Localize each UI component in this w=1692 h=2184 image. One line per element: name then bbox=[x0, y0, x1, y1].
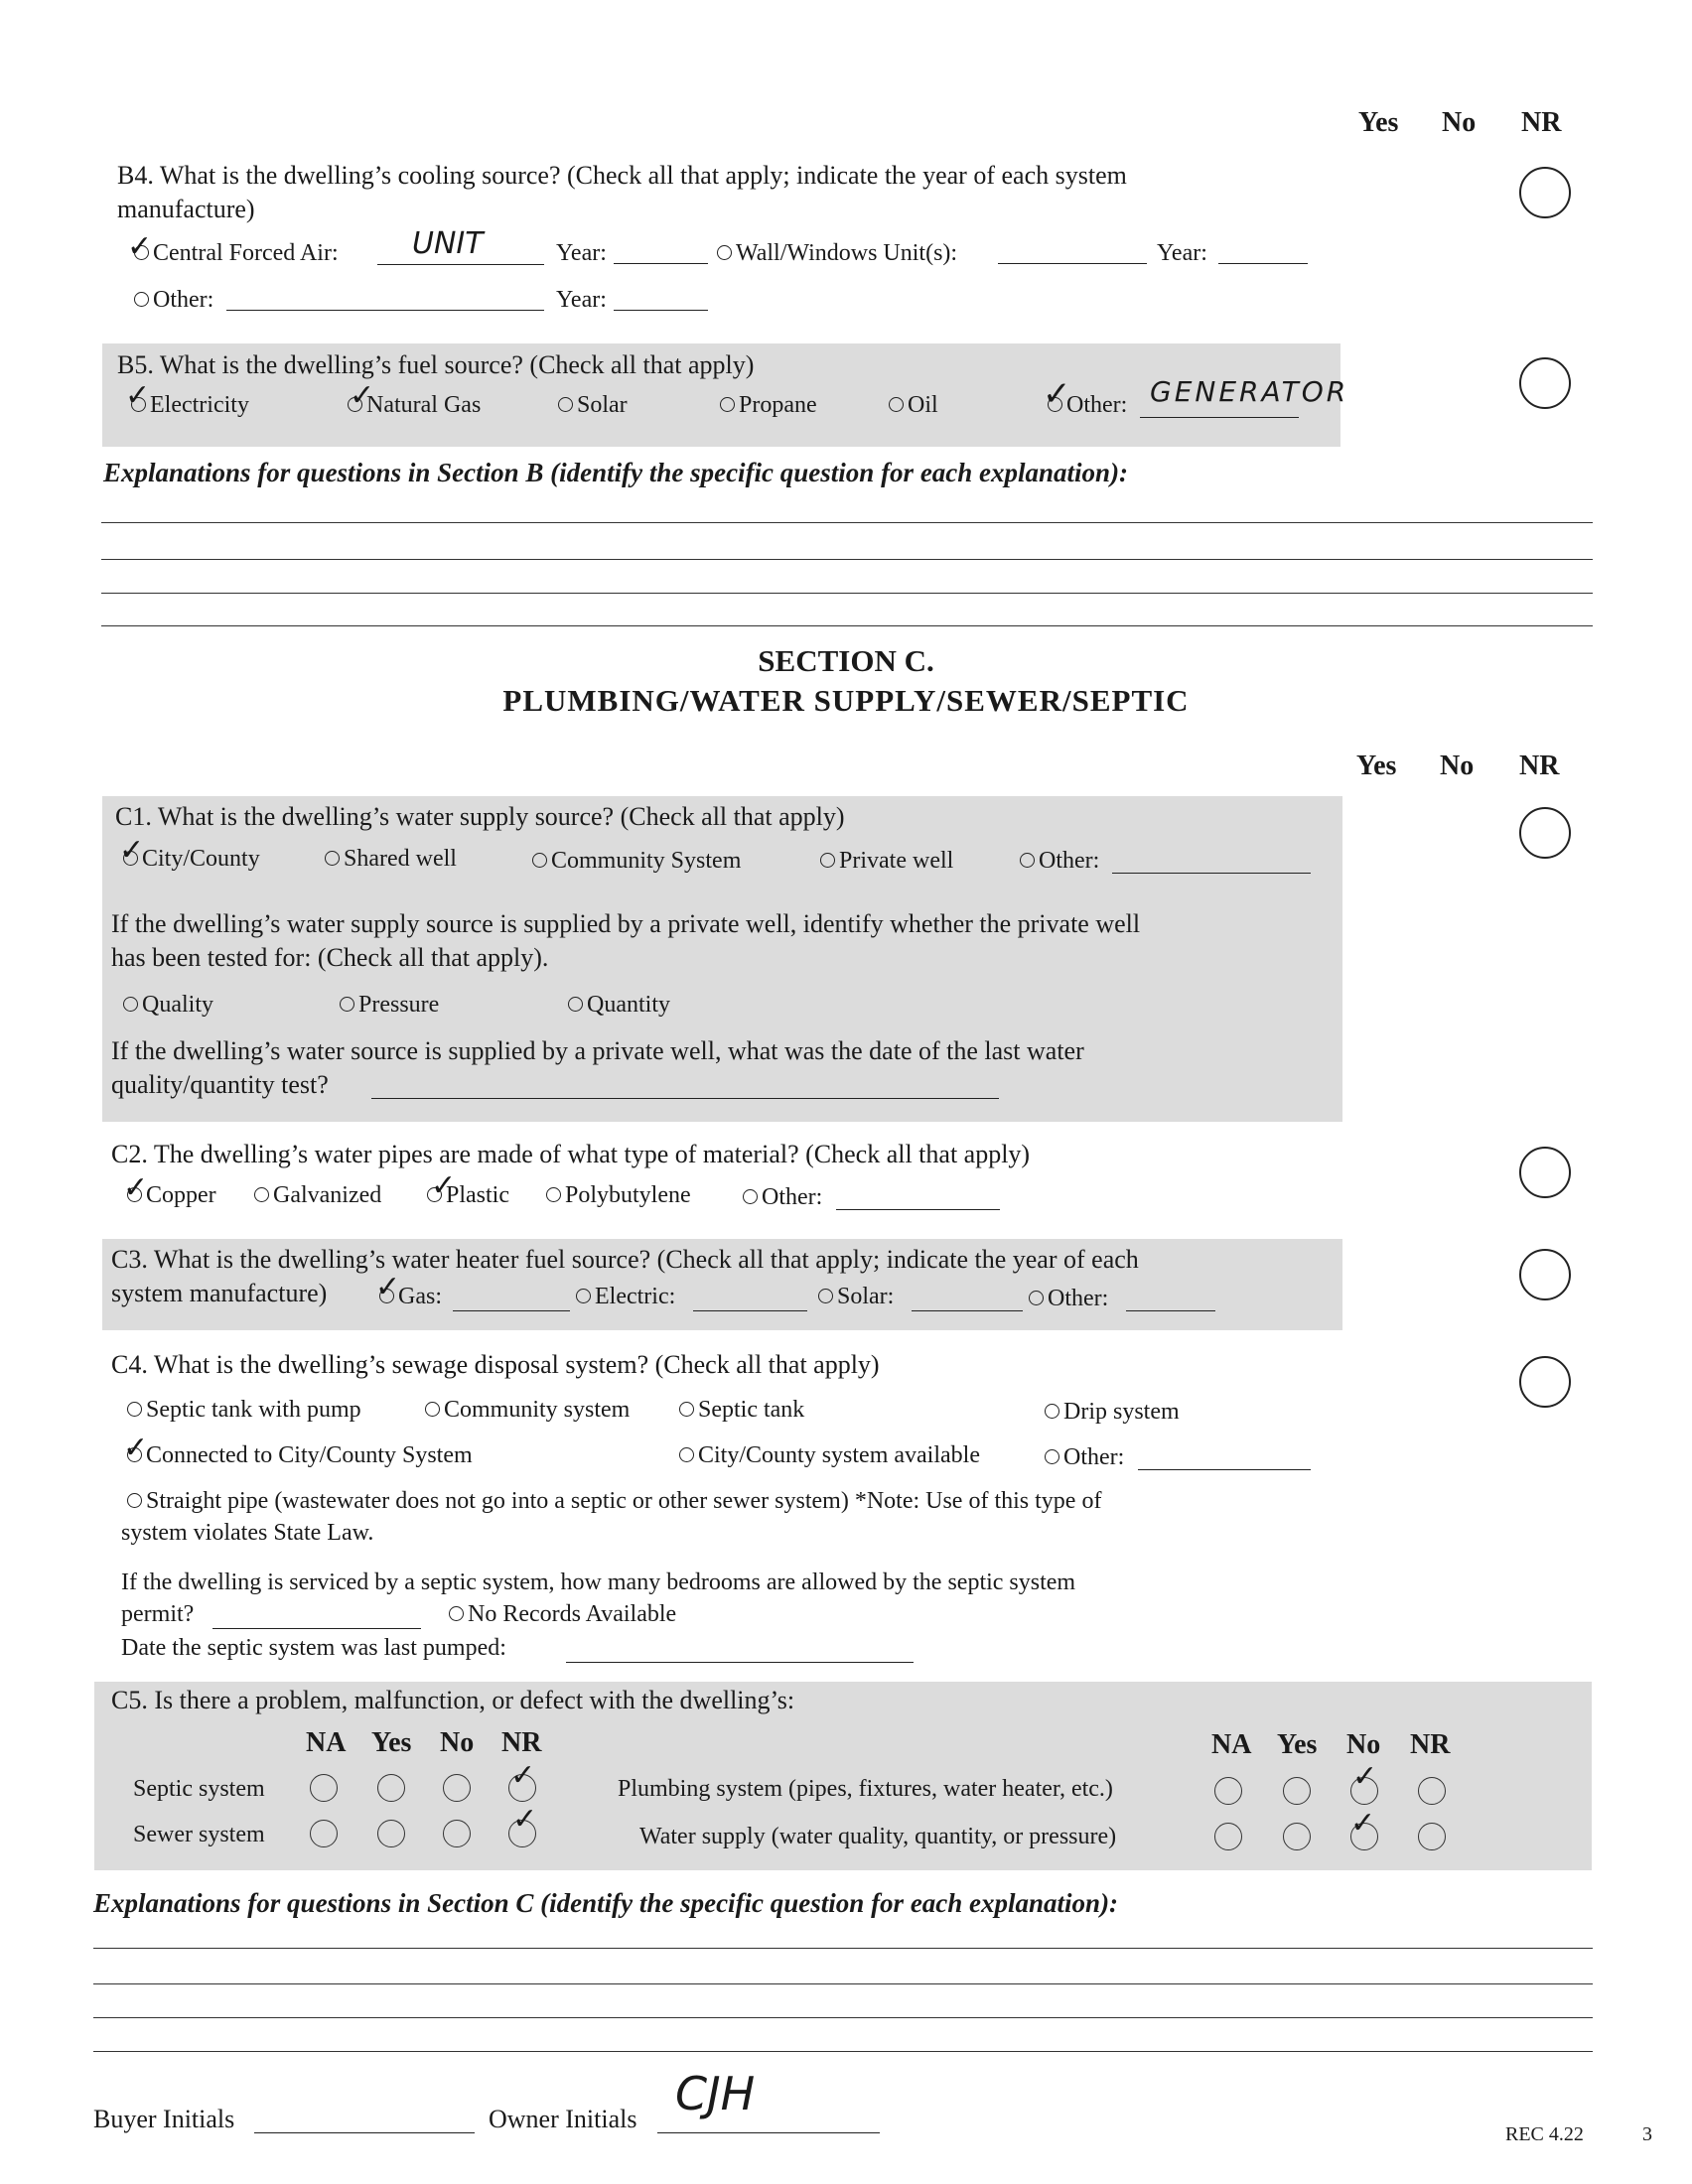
b4-other-field[interactable] bbox=[226, 288, 544, 311]
b5-option-propane[interactable]: Propane bbox=[720, 393, 817, 417]
section-c-subtitle: PLUMBING/WATER SUPPLY/SEWER/SEPTIC bbox=[502, 683, 1190, 718]
owner-signature: CJH bbox=[675, 2067, 756, 2120]
b4-central-option[interactable]: Central Forced Air: bbox=[134, 241, 339, 265]
c4-option-septic-pump[interactable]: Septic tank with pump bbox=[127, 1398, 361, 1422]
c3-other-field[interactable] bbox=[1126, 1287, 1215, 1311]
c2-option-copper[interactable]: Copper bbox=[127, 1183, 216, 1207]
c1-nr-circle[interactable] bbox=[1519, 807, 1571, 859]
c5-right-col-na: NA bbox=[1211, 1729, 1252, 1760]
c5-right-col-yes: Yes bbox=[1277, 1729, 1318, 1760]
b5-other-value: GENERATOR bbox=[1150, 375, 1349, 408]
c3-question: C3. What is the dwelling’s water heater fuel source? (Check all that apply; indicate the year of each bbox=[111, 1245, 1139, 1274]
form-code: REC 4.22 bbox=[1505, 2123, 1584, 2145]
c2-option-plastic[interactable]: Plastic bbox=[427, 1183, 509, 1207]
c2-other-option[interactable]: Other: bbox=[743, 1185, 822, 1209]
c4-option-septic-tank[interactable]: Septic tank bbox=[679, 1398, 804, 1422]
c3-solar-option[interactable]: Solar: bbox=[818, 1285, 894, 1308]
section-b-line-4[interactable] bbox=[101, 625, 1593, 626]
b5-electricity-checkmark: ✓ bbox=[125, 378, 151, 413]
header-no: No bbox=[1442, 107, 1477, 138]
c5-left-col-yes: Yes bbox=[371, 1727, 412, 1758]
c3-nr-circle[interactable] bbox=[1519, 1249, 1571, 1300]
c4-connected-checkmark: ✓ bbox=[123, 1431, 149, 1465]
c5-sewer-no[interactable] bbox=[443, 1820, 471, 1847]
c5-left-col-na: NA bbox=[306, 1727, 347, 1758]
section-c-line-4[interactable] bbox=[93, 2051, 1593, 2052]
c2-copper-checkmark: ✓ bbox=[123, 1170, 149, 1205]
b4-year-2-label: Year: bbox=[1157, 240, 1207, 266]
c1-other-field[interactable] bbox=[1112, 849, 1311, 874]
b4-year-3-field[interactable] bbox=[614, 288, 708, 311]
c5-sewer-nr-checkmark: ✓ bbox=[512, 1802, 538, 1837]
c5-right-col-nr: NR bbox=[1410, 1729, 1451, 1760]
c1-well-question-cont: has been tested for: (Check all that apply). bbox=[111, 943, 549, 972]
c5-sewer-na[interactable] bbox=[310, 1820, 338, 1847]
header-nr-2: NR bbox=[1519, 751, 1560, 781]
c1-city-county-checkmark: ✓ bbox=[119, 833, 145, 868]
section-c-line-1[interactable] bbox=[93, 1948, 1593, 1949]
c2-question: C2. The dwelling’s water pipes are made of what type of material? (Check all that apply) bbox=[111, 1140, 1031, 1168]
section-b-line-1[interactable] bbox=[101, 522, 1593, 523]
b4-year-3-label: Year: bbox=[556, 287, 607, 313]
c5-water-no-checkmark: ✓ bbox=[1350, 1806, 1376, 1841]
c5-septic-nr-checkmark: ✓ bbox=[510, 1758, 536, 1793]
c4-option-available[interactable]: City/County system available bbox=[679, 1443, 980, 1467]
c4-pumped-label: Date the septic system was last pumped: bbox=[121, 1635, 506, 1661]
c5-septic-no[interactable] bbox=[443, 1774, 471, 1802]
c5-sewer-yes[interactable] bbox=[377, 1820, 405, 1847]
c3-question-cont: system manufacture) bbox=[111, 1279, 328, 1307]
b5-other-option[interactable]: Other: bbox=[1048, 393, 1127, 417]
c1-option-community[interactable]: Community System bbox=[532, 849, 741, 873]
c5-water-nr[interactable] bbox=[1418, 1823, 1446, 1850]
c1-option-city-county[interactable]: City/County bbox=[123, 847, 260, 871]
section-c-explanations-label: Explanations for questions in Section C (identify the specific question for each explanation): bbox=[93, 1888, 1119, 1918]
buyer-initials-field[interactable] bbox=[254, 2107, 475, 2133]
c3-gas-option[interactable]: Gas: bbox=[379, 1285, 442, 1308]
b4-year-1-field[interactable] bbox=[614, 241, 708, 264]
c1-date-question-cont: quality/quantity test? bbox=[111, 1070, 329, 1099]
c5-left-col-nr: NR bbox=[501, 1727, 542, 1758]
c2-option-polybutylene[interactable]: Polybutylene bbox=[546, 1183, 691, 1207]
c1-test-quantity[interactable]: Quantity bbox=[568, 993, 670, 1017]
c4-option-drip[interactable]: Drip system bbox=[1045, 1400, 1180, 1424]
b5-option-natural-gas[interactable]: Natural Gas bbox=[348, 393, 481, 417]
c4-bedrooms-field[interactable] bbox=[212, 1604, 421, 1629]
b4-year-1-label: Year: bbox=[556, 240, 607, 266]
c1-question: C1. What is the dwelling’s water supply source? (Check all that apply) bbox=[115, 802, 845, 831]
c3-gas-checkmark: ✓ bbox=[375, 1270, 401, 1304]
b5-option-solar[interactable]: Solar bbox=[558, 393, 628, 417]
c4-no-records-option[interactable]: No Records Available bbox=[449, 1602, 676, 1626]
c5-water-supply-label: Water supply (water quality, quantity, or pressure) bbox=[639, 1824, 1117, 1849]
c5-sewer-label: Sewer system bbox=[133, 1822, 265, 1847]
c4-other-option[interactable]: Other: bbox=[1045, 1445, 1124, 1469]
c5-plumbing-label: Plumbing system (pipes, fixtures, water heater, etc.) bbox=[618, 1776, 1113, 1802]
c5-plumbing-no-checkmark: ✓ bbox=[1352, 1759, 1378, 1794]
c5-septic-yes[interactable] bbox=[377, 1774, 405, 1802]
b5-nr-circle[interactable] bbox=[1519, 357, 1571, 409]
b4-wall-unit-option[interactable]: Wall/Windows Unit(s): bbox=[717, 241, 957, 265]
b4-wall-unit-field[interactable] bbox=[998, 241, 1147, 264]
c1-date-question: If the dwelling’s water source is supplied by a private well, what was the date of the last water bbox=[111, 1036, 1084, 1065]
b5-option-electricity[interactable]: Electricity bbox=[131, 393, 249, 417]
header-no-2: No bbox=[1440, 751, 1475, 781]
c1-test-quality[interactable]: Quality bbox=[123, 993, 213, 1017]
c4-option-connected[interactable]: Connected to City/County System bbox=[127, 1443, 473, 1467]
c3-solar-year-field[interactable] bbox=[912, 1287, 1023, 1311]
b4-central-value: UNIT bbox=[412, 226, 484, 261]
c5-septic-label: Septic system bbox=[133, 1776, 265, 1802]
c1-option-private-well[interactable]: Private well bbox=[820, 849, 953, 873]
c4-nr-circle[interactable] bbox=[1519, 1356, 1571, 1408]
c3-electric-year-field[interactable] bbox=[693, 1287, 807, 1311]
c4-pumped-date-field[interactable] bbox=[566, 1638, 914, 1663]
owner-initials-label: Owner Initials bbox=[489, 2105, 637, 2133]
c5-water-yes[interactable] bbox=[1283, 1823, 1311, 1850]
b4-other-option[interactable]: Other: bbox=[134, 288, 213, 312]
buyer-initials-label: Buyer Initials bbox=[93, 2105, 235, 2133]
c1-other-option[interactable]: Other: bbox=[1020, 849, 1099, 873]
c4-option-straight-pipe[interactable]: Straight pipe (wastewater does not go into a septic or other sewer system) *Note: Use of this type of bbox=[127, 1489, 1101, 1513]
section-c-title: SECTION C. bbox=[758, 643, 934, 678]
section-c-line-3[interactable] bbox=[93, 2017, 1593, 2018]
b4-question-cont: manufacture) bbox=[117, 195, 255, 223]
b4-question: B4. What is the dwelling’s cooling source? (Check all that apply; indicate the year of each system bbox=[117, 161, 1127, 190]
c5-water-na[interactable] bbox=[1214, 1823, 1242, 1850]
c5-plumbing-yes[interactable] bbox=[1283, 1777, 1311, 1805]
c2-other-field[interactable] bbox=[836, 1185, 1000, 1210]
b5-option-oil[interactable]: Oil bbox=[889, 393, 938, 417]
c4-question: C4. What is the dwelling’s sewage disposal system? (Check all that apply) bbox=[111, 1350, 880, 1379]
c4-permit-label: permit? bbox=[121, 1601, 195, 1627]
c5-plumbing-nr[interactable] bbox=[1418, 1777, 1446, 1805]
c3-gas-year-field[interactable] bbox=[453, 1287, 570, 1311]
c1-well-question: If the dwelling’s water supply source is supplied by a private well, identify whether the private well bbox=[111, 909, 1141, 938]
c5-question: C5. Is there a problem, malfunction, or defect with the dwelling’s: bbox=[111, 1686, 795, 1714]
c5-left-col-no: No bbox=[440, 1727, 475, 1758]
c3-electric-option[interactable]: Electric: bbox=[576, 1285, 675, 1308]
c2-plastic-checkmark: ✓ bbox=[431, 1168, 457, 1203]
c4-bedrooms-question: If the dwelling is serviced by a septic system, how many bedrooms are allowed by the septic system bbox=[121, 1570, 1076, 1595]
c4-option-community[interactable]: Community system bbox=[425, 1398, 630, 1422]
header-nr: NR bbox=[1521, 107, 1562, 138]
header-yes-2: Yes bbox=[1356, 751, 1397, 781]
c1-test-pressure[interactable]: Pressure bbox=[340, 993, 439, 1017]
c2-nr-circle[interactable] bbox=[1519, 1147, 1571, 1198]
header-yes: Yes bbox=[1358, 107, 1399, 138]
c3-other-option[interactable]: Other: bbox=[1029, 1287, 1108, 1310]
page-number: 3 bbox=[1642, 2123, 1652, 2145]
c5-septic-na[interactable] bbox=[310, 1774, 338, 1802]
c4-straight-pipe-cont: system violates State Law. bbox=[121, 1520, 374, 1546]
c1-option-shared-well[interactable]: Shared well bbox=[325, 847, 457, 871]
c1-test-date-field[interactable] bbox=[371, 1074, 999, 1099]
c5-right-col-no: No bbox=[1346, 1729, 1381, 1760]
section-b-line-2[interactable] bbox=[101, 559, 1593, 560]
b4-central-checkmark: ✓ bbox=[127, 229, 153, 264]
b4-year-2-field[interactable] bbox=[1218, 241, 1308, 264]
b5-question: B5. What is the dwelling’s fuel source? (Check all that apply) bbox=[117, 350, 755, 379]
b4-nr-circle[interactable] bbox=[1519, 167, 1571, 218]
c2-option-galvanized[interactable]: Galvanized bbox=[254, 1183, 381, 1207]
c5-plumbing-na[interactable] bbox=[1214, 1777, 1242, 1805]
section-b-line-3[interactable] bbox=[101, 593, 1593, 594]
b5-other-checkmark: ✓ bbox=[1043, 374, 1071, 414]
section-c-line-2[interactable] bbox=[93, 1983, 1593, 1984]
section-b-explanations-label: Explanations for questions in Section B (identify the specific question for each explanation): bbox=[103, 458, 1129, 487]
c4-other-field[interactable] bbox=[1138, 1445, 1311, 1470]
b5-natural-gas-checkmark: ✓ bbox=[350, 378, 375, 413]
